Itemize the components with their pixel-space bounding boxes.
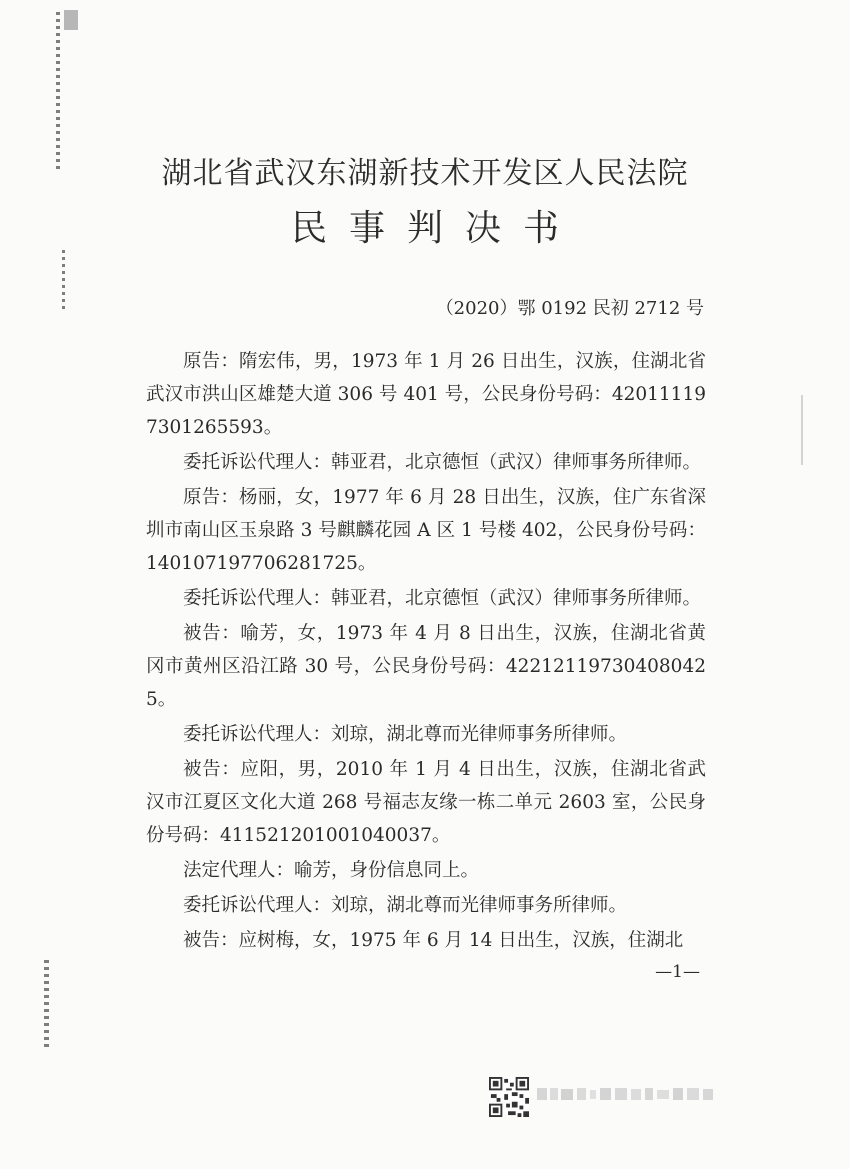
case-number: （2020）鄂 0192 民初 2712 号	[435, 298, 704, 319]
scan-artifact	[64, 10, 78, 30]
verification-watermark-icon	[537, 1084, 717, 1104]
party-paragraph: 被告：喻芳，女，1973 年 4 月 8 日出生，汉族，住湖北省黄冈市黄州区沿江路 30 号，公民身份号码：422121197304080425。	[146, 623, 706, 710]
party-paragraph: 原告：杨丽，女，1977 年 6 月 28 日出生，汉族，住广东省深圳市南山区玉泉路 3 号麒麟花园 A 区 1 号楼 402，公民身份号码：140107197706281725。	[146, 487, 706, 574]
party-paragraph: 委托诉讼代理人：韩亚君，北京德恒（武汉）律师事务所律师。	[183, 452, 702, 473]
scan-artifact	[62, 250, 65, 310]
party-paragraph: 委托诉讼代理人：韩亚君，北京德恒（武汉）律师事务所律师。	[183, 588, 702, 609]
scan-artifact	[801, 395, 803, 465]
party-paragraph: 被告：应阳，男，2010 年 1 月 4 日出生，汉族，住湖北省武汉市江夏区文化大道 268 号福志友缘一栋二单元 2603 室，公民身份号码：411521201001040037。	[146, 759, 706, 846]
scan-artifact	[44, 960, 49, 1050]
page-number: —1—	[655, 962, 700, 982]
party-paragraph: 原告：隋宏伟，男，1973 年 1 月 26 日出生，汉族，住湖北省武汉市洪山区雄楚大道 306 号 401 号，公民身份号码：420111197301265593。	[146, 351, 706, 438]
party-paragraph: 法定代理人：喻芳，身份信息同上。	[183, 860, 480, 881]
document-title: 民事判决书	[290, 208, 581, 249]
party-paragraph: 委托诉讼代理人：刘琼，湖北尊而光律师事务所律师。	[183, 724, 628, 745]
qr-code-icon	[489, 1077, 529, 1117]
court-name: 湖北省武汉东湖新技术开发区人民法院	[161, 156, 689, 191]
party-paragraph: 委托诉讼代理人：刘琼，湖北尊而光律师事务所律师。	[183, 895, 628, 916]
party-paragraph: 被告：应树梅，女，1975 年 6 月 14 日出生，汉族，住湖北	[183, 930, 684, 951]
parties-section	[146, 345, 706, 959]
